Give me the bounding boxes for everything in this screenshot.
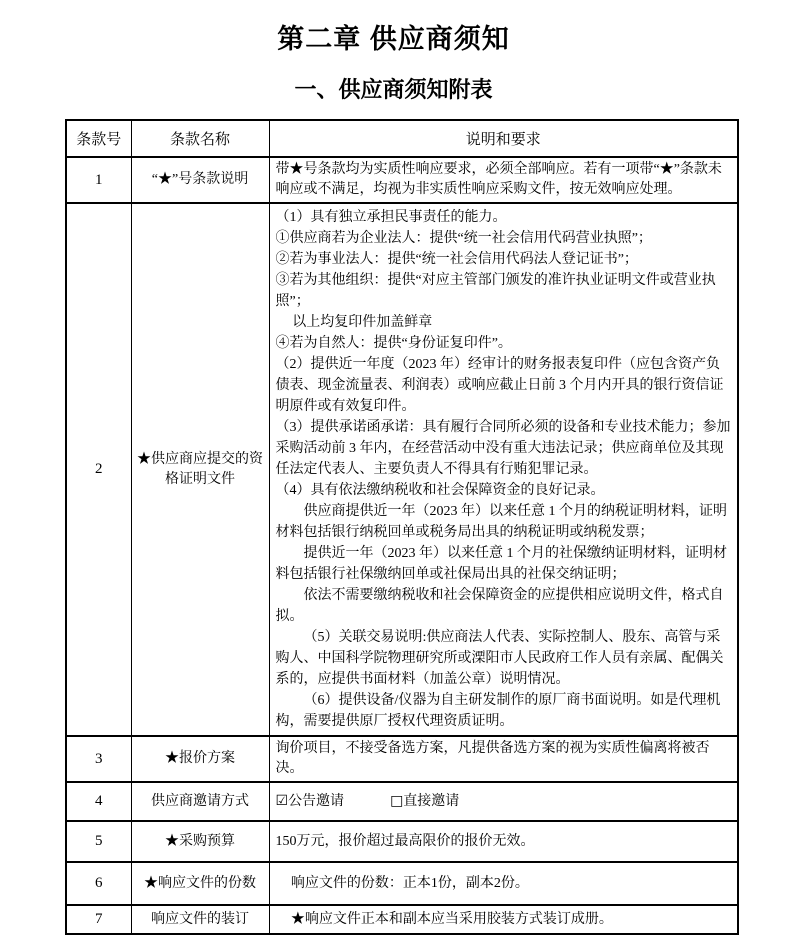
col-header-item-name: 条款名称 — [131, 120, 269, 157]
description-paragraph: ④若为自然人：提供“身份证复印件”。 — [275, 336, 512, 351]
unchecked-checkbox-icon: □ — [390, 793, 404, 809]
item-no: 3 — [66, 736, 131, 782]
item-description: 150万元，报价超过最高限价的报价无效。 — [269, 821, 738, 862]
item-description: 响应文件的份数：正本1份，副本2份。 — [269, 862, 738, 905]
description-paragraph: （4）具有依法缴纳税收和社会保障资金的良好记录。 — [275, 483, 605, 498]
table-row — [66, 203, 738, 736]
description-paragraph: （6）提供设备/仪器为自主研发制作的原厂商书面说明。如是代理机构，需要提供原厂授权代理资质证明。 — [275, 693, 721, 729]
table-row — [66, 736, 738, 782]
invitation-method-options — [269, 782, 738, 821]
item-name: 供应商邀请方式 — [131, 782, 269, 821]
description-paragraph: （5）关联交易说明:供应商法人代表、实际控制人、股东、高管与采购人、中国科学院物理研究所或溧阳市人民政府工作人员有亲属、配偶关系的，应提供书面材料（加盖公章）说明情况。 — [275, 630, 724, 687]
table-row — [66, 905, 738, 934]
item-name: ★采购预算 — [131, 821, 269, 862]
description-paragraph: 提供近一年（2023 年）以来任意 1 个月的社保缴纳证明材料，证明材料包括银行社保缴纳回单或社保局出具的社保交纳证明； — [275, 546, 727, 582]
table-row — [66, 821, 738, 862]
item-no: 2 — [66, 203, 131, 736]
table-row — [66, 782, 738, 821]
item-no: 1 — [66, 157, 131, 203]
col-header-description: 说明和要求 — [269, 120, 738, 157]
item-no: 7 — [66, 905, 131, 934]
item-description: 带★号条款均为实质性响应要求，必须全部响应。若有一项带“★”条款未响应或不满足，均视为非实质性响应采购文件，按无效响应处理。 — [269, 157, 738, 203]
description-paragraph: 依法不需要缴纳税收和社会保障资金的应提供相应说明文件，格式自拟。 — [275, 588, 724, 624]
item-description: 询价项目，不接受备选方案，凡提供备选方案的视为实质性偏离将被否决。 — [269, 736, 738, 782]
description-paragraph: ①供应商若为企业法人：提供“统一社会信用代码营业执照”； — [275, 231, 652, 246]
page-title: 第二章 供应商须知 — [277, 24, 510, 54]
item-name: “★”号条款说明 — [131, 157, 269, 203]
section-title: 一、供应商须知附表 — [294, 77, 493, 102]
description-paragraph: （3）提供承诺函承诺：具有履行合同所必须的设备和专业技术能力；参加采购活动前 3 年内，在经营活动中没有重大违法记录；供应商单位及其现任法定代表人、主要负责人不得具有行贿犯罪记录。 — [275, 420, 731, 477]
item-no: 5 — [66, 821, 131, 862]
item-description: ★响应文件正本和副本应当采用胶装方式装订成册。 — [269, 905, 738, 934]
table-row — [66, 862, 738, 905]
supplier-notice-table — [65, 119, 739, 935]
description-paragraph: 以上均复印件加盖鲜章 — [292, 315, 433, 330]
option-label: 直接邀请 — [403, 794, 460, 809]
item-no: 4 — [66, 782, 131, 821]
item-name: ★响应文件的份数 — [131, 862, 269, 905]
item-name: 响应文件的装订 — [131, 905, 269, 934]
description-paragraph: （1）具有独立承担民事责任的能力。 — [275, 210, 507, 225]
item-no: 6 — [66, 862, 131, 905]
checked-checkbox-icon: ☑ — [275, 793, 289, 809]
option-direct-invitation — [390, 794, 459, 809]
item-name: ★供应商应提交的资格证明文件 — [131, 203, 269, 736]
item-name: ★报价方案 — [131, 736, 269, 782]
table-row — [66, 157, 738, 203]
description-paragraph: ③若为其他组织：提供“对应主管部门颁发的准许执业证明文件或营业执照”； — [275, 273, 716, 309]
item-description — [269, 203, 738, 736]
description-paragraph: 供应商提供近一年（2023 年）以来任意 1 个月的纳税证明材料，证明材料包括银行纳税回单或税务局出具的纳税证明或纳税发票； — [275, 504, 727, 540]
description-paragraph: （2）提供近一年度（2023 年）经审计的财务报表复印件（应包含资产负债表、现金流量表、利润表）或响应截止日前 3 个月内开具的银行资信证明原件或有效复印件。 — [275, 357, 724, 414]
option-label: 公告邀请 — [288, 794, 345, 809]
option-public-invitation — [276, 794, 345, 809]
col-header-item-no: 条款号 — [66, 120, 131, 157]
table-header-row — [66, 120, 738, 157]
description-paragraph: ②若为事业法人：提供“统一社会信用代码法人登记证书”； — [275, 252, 638, 267]
